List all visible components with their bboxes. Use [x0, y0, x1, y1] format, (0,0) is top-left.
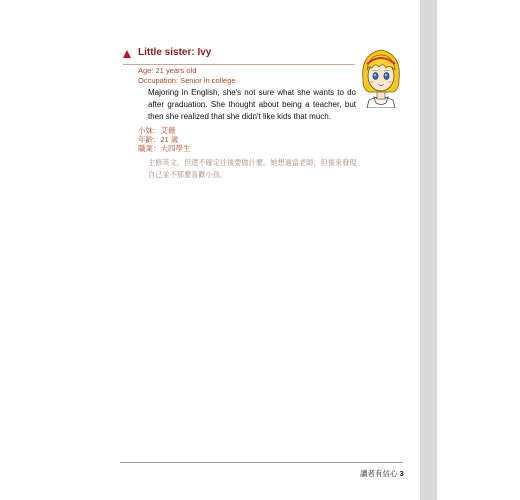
- occupation-label: Occupation: Senior in college: [138, 76, 236, 85]
- footer-rule: [120, 462, 403, 463]
- ivy-avatar-icon: [359, 46, 403, 108]
- zh-occupation-label: 職業：大四學生: [138, 144, 191, 153]
- heading-title: Little sister: Ivy: [138, 47, 212, 58]
- chinese-description: 主修英文，但還不確定往後要做什麼。她想過當老師，但後來發現自己並不那麼喜歡小孩。: [148, 158, 357, 179]
- page-number: 3: [399, 469, 404, 478]
- page-edge-strip: [420, 0, 437, 500]
- age-label: Age: 21 years old: [138, 66, 197, 75]
- section-heading: [123, 47, 355, 65]
- zh-name-label: 小妹：艾薇: [138, 126, 176, 135]
- red-triangle-icon: [123, 50, 131, 58]
- page-footer: [360, 468, 404, 479]
- footer-title: 讀者有信心: [360, 469, 398, 478]
- english-description: Majoring in English, she's not sure what she wants to do after graduation. She thought about being a teacher, but then she realized that she didn't like kids that much.: [148, 88, 356, 121]
- zh-age-label: 年齡：21 歲: [138, 135, 179, 144]
